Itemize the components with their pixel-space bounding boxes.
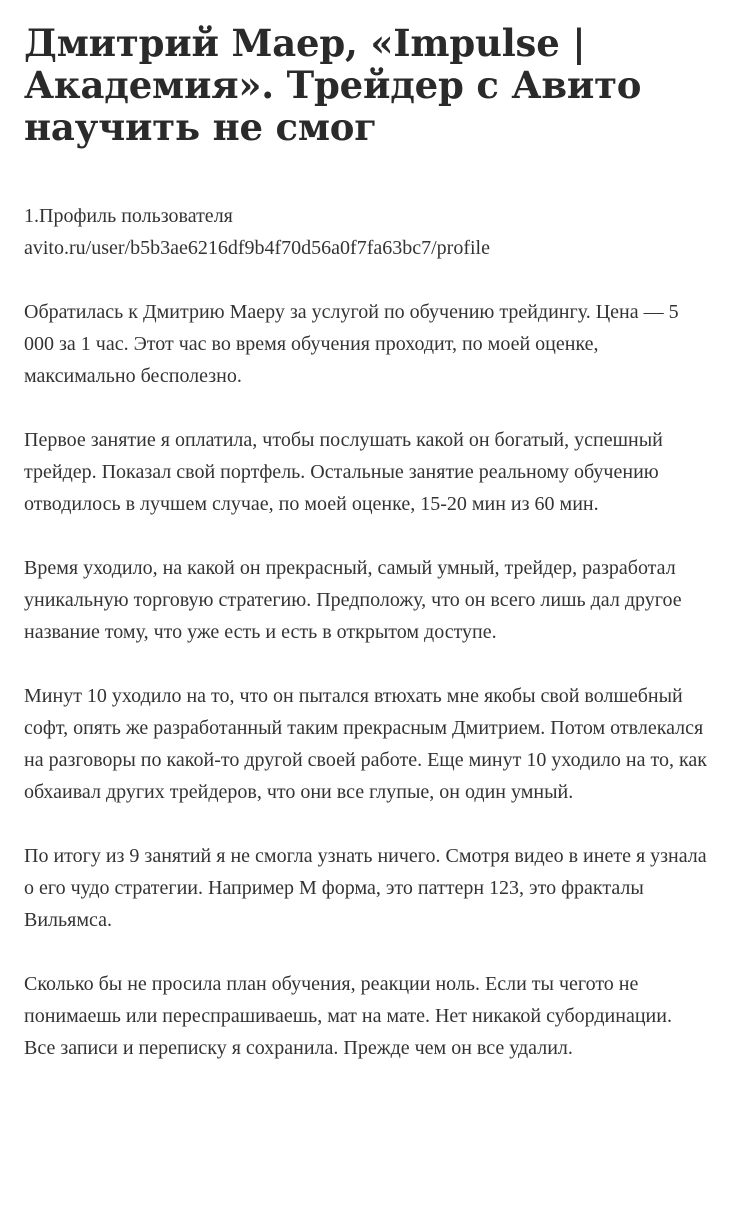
article-body — [24, 296, 708, 1064]
profile-label: 1.Профиль пользователя — [24, 205, 233, 227]
paragraph: По итогу из 9 занятий я не смогла узнать ничего. Смотря видео в инете я узнала о его чудо стратегии. Например М форма, это паттерн 123, это фракталы Вильямса. — [24, 845, 707, 931]
article-title: Дмитрий Маер, «Impulse | Академия». Трейдер с Авито научить не смог — [24, 21, 642, 149]
paragraph: Время уходило, на какой он прекрасный, самый умный, трейдер, разработал уникальную торговую стратегию. Предположу, что он всего лишь дал другое название тому, что уже есть и есть в открытом доступе. — [24, 557, 682, 643]
profile-info — [24, 200, 708, 264]
paragraph: Обратилась к Дмитрию Маеру за услугой по обучению трейдингу. Цена — 5 000 за 1 час. Этот час во время обучения проходит, по моей оценке, максимально бесполезно. — [24, 301, 679, 387]
paragraph: Первое занятие я оплатила, чтобы послушать какой он богатый, успешный трейдер. Показал свой портфель. Остальные занятие реальному обучению отводилось в лучшем случае, по моей оценке, 15-20 мин из 60 мин. — [24, 429, 663, 515]
profile-link: avito.ru/user/b5b3ae6216df9b4f70d56a0f7fa63bc7/profile — [24, 237, 490, 259]
paragraph: Минут 10 уходило на то, что он пытался втюхать мне якобы свой волшебный софт, опять же разработанный таким прекрасным Дмитрием. Потом отвлекался на разговоры по какой-то другой своей работе. Еще минут 10 уходило на то, как обхаивал других трейдеров, что они все глупые, он один умный. — [24, 685, 707, 803]
paragraph: Сколько бы не просила план обучения, реакции ноль. Если ты чегото не понимаешь или переспрашиваешь, мат на мате. Нет никакой субординации. Все записи и переписку я сохранила. Прежде чем он все удалил. — [24, 973, 672, 1059]
